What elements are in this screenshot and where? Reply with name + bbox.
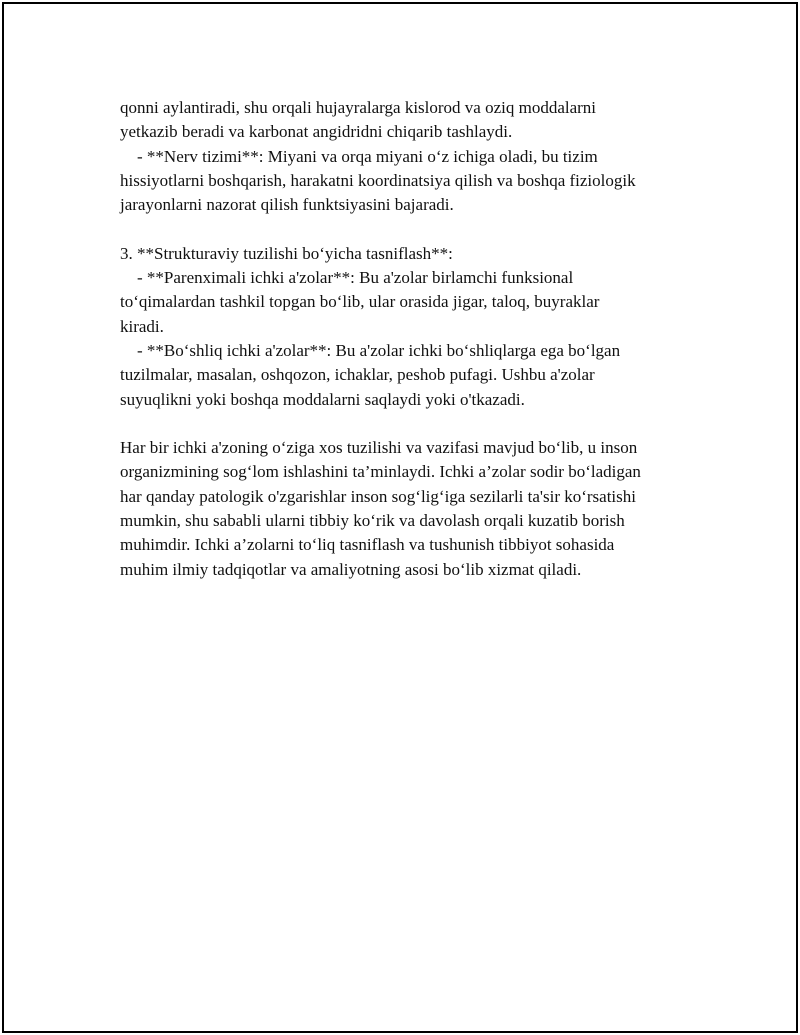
text-line: kiradi. bbox=[120, 316, 164, 336]
text-line: jarayonlarni nazorat qilish funktsiyasini bajaradi. bbox=[120, 195, 454, 215]
text-line: - **Parenximali ichki a'zolar**: Bu a'zolar birlamchi funksional bbox=[120, 268, 574, 288]
text-line: har qanday patologik o'zgarishlar inson sog‘lig‘iga sezilarli ta'sir ko‘rsatishi bbox=[120, 486, 636, 506]
text-line: tuzilmalar, masalan, oshqozon, ichaklar, peshob pufagi. Ushbu a'zolar bbox=[120, 365, 595, 385]
text-line: - **Nerv tizimi**: Miyani va orqa miyani o‘z ichiga oladi, bu tizim bbox=[120, 146, 598, 166]
paragraph-gap bbox=[120, 217, 700, 241]
text-line: muhimdir. Ichki a’zolarni to‘liq tasniflash va tushunish tibbiyot sohasida bbox=[120, 535, 615, 555]
text-line: yetkazib beradi va karbonat angidridni chiqarib tashlaydi. bbox=[120, 122, 513, 142]
text-line: - **Bo‘shliq ichki a'zolar**: Bu a'zolar ichki bo‘shliqlarga ega bo‘lgan bbox=[120, 340, 621, 360]
text-line: Har bir ichki a'zoning o‘ziga xos tuzilishi va vazifasi mavjud bo‘lib, u inson bbox=[120, 438, 638, 458]
text-line: hissiyotlarni boshqarish, harakatni koordinatsiya qilish va boshqa fiziologik bbox=[120, 170, 636, 190]
document-page bbox=[2, 2, 798, 1033]
text-line: qonni aylantiradi, shu orqali hujayralarga kislorod va oziq moddalarni bbox=[120, 98, 597, 117]
text-line: mumkin, shu sababli ularni tibbiy ko‘rik va davolash orqali kuzatib borish bbox=[120, 511, 625, 531]
text-line: organizmining sog‘lom ishlashini ta’minlaydi. Ichki a’zolar sodir bo‘ladigan bbox=[120, 462, 641, 482]
paragraph-gap bbox=[120, 412, 700, 436]
text-line: muhim ilmiy tadqiqotlar va amaliyotning asosi bo‘lib xizmat qiladi. bbox=[120, 559, 582, 579]
text-line: 3. **Strukturaviy tuzilishi bo‘yicha tasniflash**: bbox=[120, 243, 453, 263]
text-line: to‘qimalardan tashkil topgan bo‘lib, ular orasida jigar, taloq, buyraklar bbox=[120, 292, 600, 312]
document-body bbox=[120, 96, 700, 582]
text-line: suyuqlikni yoki boshqa moddalarni saqlaydi yoki o'tkazadi. bbox=[120, 389, 525, 409]
